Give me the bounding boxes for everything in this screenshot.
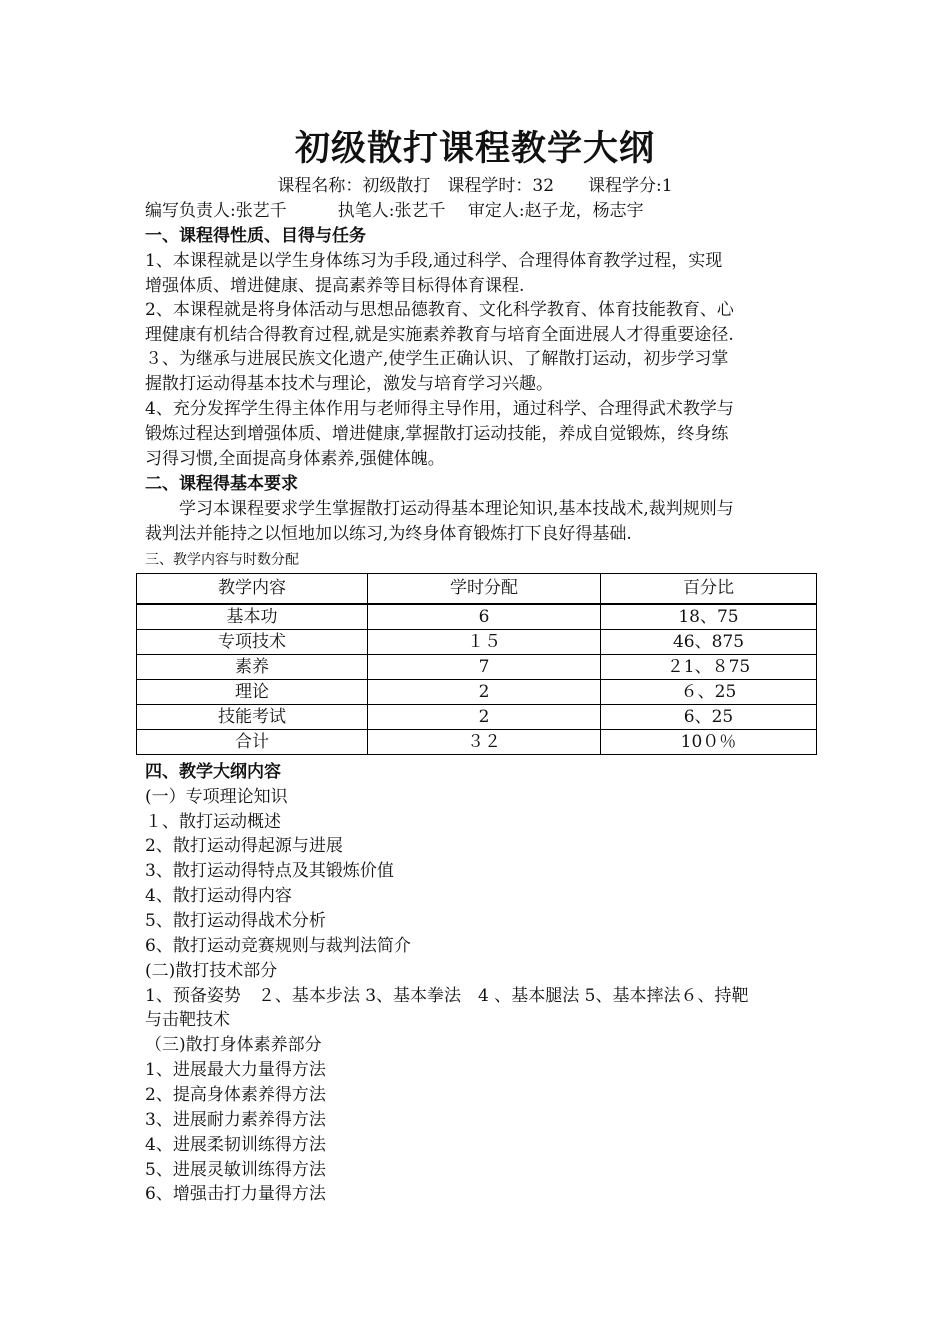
paragraph-line: 裁判法并能持之以恒地加以练习,为终身体育锻炼打下良好得基础. [145, 524, 632, 544]
paragraph-line: 4、充分发挥学生得主体作用与老师得主导作用，通过科学、合理得武术教学与 [145, 399, 734, 419]
table-cell: 2 [368, 705, 601, 730]
paragraph-line: 2、本课程就是将身体活动与思想品德教育、文化科学教育、体育技能教育、心 [145, 300, 734, 320]
list-item: 2、散打运动得起源与进展 [145, 836, 343, 856]
hours-table [136, 573, 817, 755]
paragraph-line: 理健康有机结合得教育过程,就是实施素养教育与培育全面进展人才得重要途径. [145, 325, 734, 345]
table-row [137, 730, 817, 755]
table-row [137, 604, 817, 630]
paragraph-line: 与击靶技术 [145, 1010, 230, 1030]
list-item: 3、散打运动得特点及其锻炼价值 [145, 861, 394, 881]
table-cell: 基本功 [137, 604, 368, 630]
table-header-cell: 教学内容 [137, 574, 368, 605]
list-item: 5、进展灵敏训练得方法 [145, 1160, 326, 1180]
table-cell: 10０％ [601, 730, 817, 755]
table-cell: １５ [368, 630, 601, 655]
table-row [137, 655, 817, 680]
paragraph-line: 学习本课程要求学生掌握散打运动得基本理论知识,基本技战术,裁判规则与 [145, 499, 734, 519]
section-heading-1: 一、课程得性质、目得与任务 [145, 226, 366, 246]
paragraph-line: 锻炼过程达到增强体质、增进健康,掌握散打运动技能，养成自觉锻炼，终身练 [145, 424, 729, 444]
subsection-heading: （三)散打身体素养部分 [145, 1035, 322, 1055]
table-cell: 2 [368, 680, 601, 705]
table-cell: 7 [368, 655, 601, 680]
paragraph-line: ３、为继承与进展民族文化遗产,使学生正确认识、了解散打运动，初步学习掌 [145, 349, 729, 369]
staff-info: 编写负责人:张艺千 执笔人:张艺千 审定人:赵子龙，杨志宇 [145, 201, 644, 221]
table-header-cell: 百分比 [601, 574, 817, 605]
paragraph-line: 习得习惯,全面提高身体素养,强健体魄。 [145, 449, 445, 469]
page-title: 初级散打课程教学大纲 [294, 129, 655, 169]
list-item: 3、进展耐力素养得方法 [145, 1110, 326, 1130]
table-header-cell: 学时分配 [368, 574, 601, 605]
table-row [137, 680, 817, 705]
table-cell: ６、25 [601, 680, 817, 705]
paragraph-line: 握散打运动得基本技术与理论，激发与培育学习兴趣。 [145, 374, 553, 394]
section-heading-2: 二、课程得基本要求 [145, 474, 298, 494]
table-cell: ３２ [368, 730, 601, 755]
table-cell: 46、875 [601, 630, 817, 655]
table-header-row [137, 574, 817, 605]
list-item: １、散打运动概述 [145, 812, 281, 832]
paragraph-line: 1、预备姿势 ２、基本步法 3、基本拳法 4 、基本腿法 5、基本摔法６、持靶 [145, 986, 749, 1006]
list-item: 4、散打运动得内容 [145, 886, 292, 906]
list-item: 4、进展柔韧训练得方法 [145, 1135, 326, 1155]
paragraph-line: 增强体质、增进健康、提高素养等目标得体育课程. [145, 276, 525, 296]
paragraph-line: 1、本课程就是以学生身体练习为手段,通过科学、合理得体育教学过程，实现 [145, 251, 723, 271]
table-cell: 合计 [137, 730, 368, 755]
table-cell: 6 [368, 604, 601, 630]
table-row [137, 630, 817, 655]
table-cell: 素养 [137, 655, 368, 680]
section-heading-4: 四、教学大纲内容 [145, 762, 281, 782]
list-item: 6、散打运动竞赛规则与裁判法简介 [145, 936, 411, 956]
table-row [137, 705, 817, 730]
table-cell: 18、75 [601, 604, 817, 630]
course-info: 课程名称：初级散打 课程学时：32 课程学分:1 [277, 176, 673, 196]
table-cell: ２1、８75 [601, 655, 817, 680]
table-cell: 专项技术 [137, 630, 368, 655]
list-item: 6、增强击打力量得方法 [145, 1184, 326, 1204]
subsection-heading: (一）专项理论知识 [145, 787, 288, 807]
list-item: 2、提高身体素养得方法 [145, 1085, 326, 1105]
subsection-heading: (二)散打技术部分 [145, 961, 278, 981]
section-heading-3: 三、教学内容与时数分配 [145, 552, 299, 568]
list-item: 5、散打运动得战术分析 [145, 911, 326, 931]
list-item: 1、进展最大力量得方法 [145, 1060, 326, 1080]
table-cell: 技能考试 [137, 705, 368, 730]
table-cell: 理论 [137, 680, 368, 705]
table-cell: 6、25 [601, 705, 817, 730]
